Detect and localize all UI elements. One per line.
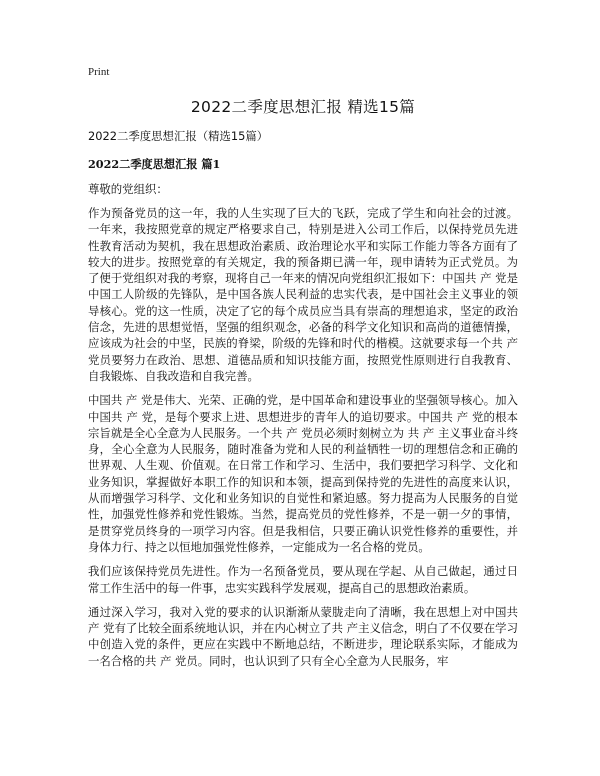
paragraph-1: 作为预备党员的这一年，我的人生实现了巨大的飞跃，完成了学生和向社会的过渡。一年来，我按照党章的规定严格要求自己，特别是进入公司工作后，以保持党员先进性教育活动为契机，我在思想政治素质、政治理论水平和实际工作能力等各方面有了较大的进步。按照党章的有关规定，我的预备期已满一年，现申请转为正式党员。为了便于党组织对我的考察，现将自己一年来的情况向党组织汇报如下：中国共 产 党是中国工人阶级的先锋队，是中国各族人民利益的忠实代表，是中国社会主义事业的领导核心。党的这一性质，决定了它的每个成员应当具有崇高的理想追求，坚定的政治信念，先进的思想觉悟，坚强的组织观念，必备的科学文化知识和高尚的道德情操，应该成为社会的中坚，民族的脊梁，阶级的先锋和时代的楷模。这就要求每一个共 产 党员要努力在政治、思想、道德品质和知识技能方面，按照党性原则进行自我教育、自我锻炼、自我改造和自我完善。 xyxy=(88,206,518,383)
print-label: Print xyxy=(88,66,110,78)
document-title: 2022二季度思想汇报 精选15篇 xyxy=(190,98,416,116)
paragraph-4: 通过深入学习，我对入党的要求的认识渐渐从蒙胧走向了清晰，我在思想上对中国共 产 党有了比较全面系统地认识，并在内心树立了共 产主义信念，明白了不仅要在学习中创造入党的条件，更应在实践中不断地总结，不断进步，理论联系实际，才能成为一名合格的共 产 党员。同时，也认识到了只有全心全意为人民服务，牢 xyxy=(88,604,518,668)
paragraph-2: 中国共 产 党是伟大、光荣、正确的党，是中国革命和建设事业的坚强领导核心。加入中国共 产 党，是每个要求上进、思想进步的青年人的追切要求。中国共 产 党的根本宗旨就是全心全意为人民服务。一个共 产 党员必须时刻树立为 共 产 主义事业奋斗终身，全心全意为人民服务，随时准备为党和人民的利益牺牲一切的理想信念和正确的世界观、人生观、价值观。在日常工作和学习、生活中，我们要把学习科学、文化和业务知识，掌握做好本职工作的知识和本领，提高到保持党的先进性的高度来认识，从而增强学习科学、文化和业务知识的自觉性和紧迫感。努力提高为人民服务的自觉性，加强党性修养和党性锻炼。当然，提高党员的党性修养，不是一朝一夕的事情，是贯穿党员终身的一项学习内容。但是我相信，只要正确认识党性修养的重要性，并身体力行、持之以恒地加强党性修养，一定能成为一名合格的党员。 xyxy=(88,393,518,554)
section-heading: 2022二季度思想汇报 篇1 xyxy=(88,157,221,171)
document-page xyxy=(88,66,518,677)
salutation: 尊敬的党组织： xyxy=(88,182,168,196)
paragraph-3: 我们应该保持党员先进性。作为一名预备党员，要从现在学起、从自己做起，通过日常工作生活中的每一件事，忠实实践科学发展观，提高自己的思想政治素质。 xyxy=(88,564,518,595)
document-subtitle: 2022二季度思想汇报（精选15篇） xyxy=(88,129,269,143)
